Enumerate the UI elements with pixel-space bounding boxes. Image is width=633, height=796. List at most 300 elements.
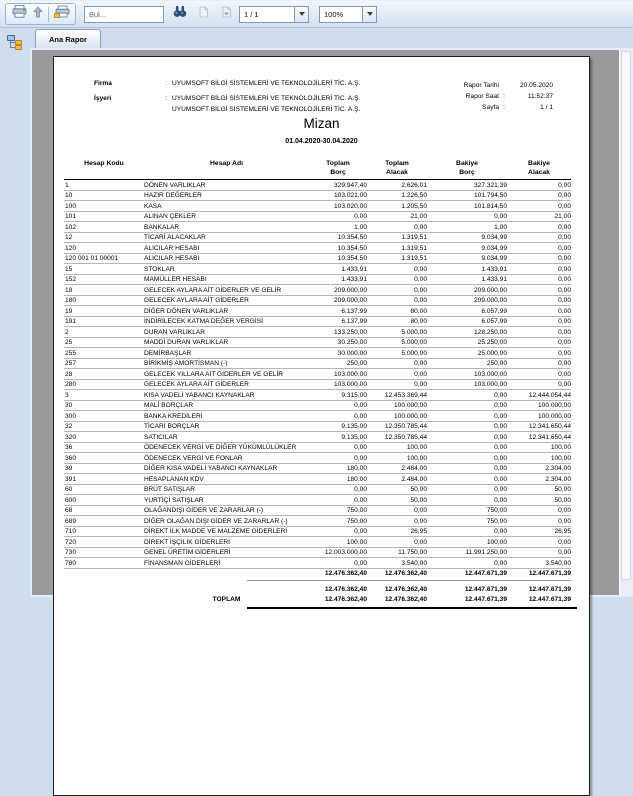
cell-hesap-adi: FİNANSMAN GİDERLERİ <box>144 559 221 567</box>
binoculars-icon <box>173 5 187 23</box>
cell-toplam-borc: 0,00 <box>354 454 367 462</box>
cell-bakiye-borc: 0,00 <box>494 444 507 451</box>
table-row <box>64 222 571 233</box>
sayfa-row: Sayfa : 1 / 1 <box>447 102 553 113</box>
cell-bakiye-alacak: 100,00 <box>550 454 571 462</box>
cell-hesap-adi: OLAĞANDIŞI GİDER VE ZARARLAR (-) <box>144 507 264 514</box>
cell-hesap-adi: GELECEK YILLARA AİT GİDERLER VE GELİR <box>144 370 284 378</box>
rapor-saat-value: 11:52:37 <box>527 93 553 100</box>
cell-toplam-borc: 10.354,50 <box>337 234 367 241</box>
cell-bakiye-alacak: 0,00 <box>558 181 571 189</box>
zoom-combo-dropdown-button[interactable] <box>363 6 377 23</box>
table-row <box>64 191 571 202</box>
cell-toplam-borc: 6.137,99 <box>341 318 367 325</box>
cell-toplam-alacak: 3.540,00 <box>401 559 427 567</box>
arrow-up-icon <box>33 5 43 23</box>
cell-hesap-adi: BİRİKMİŞ AMORTİSMAN (-) <box>144 360 228 367</box>
cell-toplam-borc: 0,00 <box>354 412 367 420</box>
chevron-down-icon <box>299 12 305 16</box>
report-title: Mizan <box>303 116 340 131</box>
cell-hesap-adi: İNDİRİLECEK KATMA DEĞER VERGİSİ <box>144 318 263 325</box>
cell-hesap-kodu: 191 <box>65 318 77 325</box>
rapor-tarihi-value: 20.05.2020 <box>519 82 553 89</box>
cell-hesap-kodu: 2 <box>65 328 69 336</box>
cell-bakiye-borc: 101.794,50 <box>473 192 507 199</box>
cell-toplam-borc: 9.315,00 <box>341 391 367 399</box>
table-row <box>64 369 571 380</box>
cell-toplam-borc: 103.020,00 <box>333 202 367 210</box>
cell-hesap-adi: GELECEK AYLARA AİT GİDERLER <box>144 381 249 388</box>
cell-bakiye-borc: 209.000,00 <box>473 286 507 294</box>
cell-bakiye-borc: 0,00 <box>494 496 507 504</box>
cell-bakiye-borc: 25.000,00 <box>477 349 507 357</box>
subtotal-row-2: 12.476.362,40 12.476.362,40 12.447.671,39 12.447.671,39 <box>324 585 571 593</box>
cell-bakiye-alacak: 0,00 <box>558 370 571 378</box>
cell-hesap-adi: GELECEK AYLARA AİT GİDERLER <box>144 297 249 304</box>
vertical-scrollbar[interactable] <box>619 50 632 595</box>
cell-hesap-kodu: 39 <box>65 465 73 472</box>
cell-bakiye-alacak: 0,00 <box>558 297 571 304</box>
cell-hesap-adi: ÖDENECEK VERGİ VE FONLAR <box>144 454 243 462</box>
cell-bakiye-alacak: 0,00 <box>558 307 571 315</box>
cell-toplam-alacak: 100,00 <box>406 454 427 462</box>
table-header-row <box>64 160 571 180</box>
cell-hesap-adi: ALINAN ÇEKLER <box>144 213 197 220</box>
cell-hesap-kodu: 36 <box>65 444 73 451</box>
cell-hesap-adi: MALİ BORÇLAR <box>144 402 194 409</box>
content-area <box>30 28 633 603</box>
cell-hesap-adi: DÖNEN VARLIKLAR <box>144 181 206 189</box>
prev-page-icon <box>198 5 209 23</box>
cell-hesap-kodu: 257 <box>65 360 77 367</box>
cell-bakiye-borc: 0,00 <box>494 423 507 430</box>
cell-bakiye-alacak: 0,00 <box>558 202 571 210</box>
cell-toplam-borc: 180,00 <box>346 465 367 472</box>
sayfa-value: 1 / 1 <box>540 104 553 111</box>
cell-hesap-kodu: 720 <box>65 538 77 546</box>
cell-toplam-borc: 0,00 <box>354 402 367 409</box>
cell-hesap-adi: TİCARİ BORÇLAR <box>144 423 200 430</box>
report-meta-block <box>447 80 553 113</box>
table-row <box>64 432 571 443</box>
cell-toplam-alacak: 0,00 <box>414 507 427 514</box>
page-combo-dropdown-button[interactable] <box>295 6 309 23</box>
cell-bakiye-borc: 0,00 <box>494 454 507 462</box>
page-combo <box>239 6 309 23</box>
cell-hesap-kodu: 320 <box>65 433 77 441</box>
cell-toplam-borc: 103.000,00 <box>333 381 367 388</box>
report-date-range: 01.04.2020-30.04.2020 <box>285 138 358 145</box>
cell-toplam-borc: 103.021,00 <box>333 192 367 199</box>
cell-hesap-adi: DİĞER OLAĞAN DIŞI GİDER VE ZARARLAR (-) <box>144 517 288 525</box>
cell-hesap-kodu: 12 <box>65 234 73 241</box>
cell-toplam-alacak: 12.350.785,44 <box>384 433 427 441</box>
printer-icon <box>12 5 27 23</box>
cell-hesap-kodu: 730 <box>65 549 77 556</box>
cell-bakiye-alacak: 0,00 <box>558 234 571 241</box>
cell-toplam-alacak: 0,00 <box>414 517 427 525</box>
cell-toplam-alacak: 1.319,51 <box>401 255 427 262</box>
table-row <box>64 411 571 422</box>
cell-toplam-borc: 0,00 <box>354 486 367 493</box>
cell-toplam-borc: 0,00 <box>354 559 367 567</box>
cell-bakiye-alacak: 0,00 <box>558 192 571 199</box>
cell-toplam-borc: 12.003.000,00 <box>324 549 367 556</box>
cell-bakiye-alacak: 2.304,00 <box>545 465 571 472</box>
zoom-combo-value[interactable]: 100% <box>319 6 363 23</box>
firma-row <box>94 78 472 89</box>
cell-toplam-alacak: 12.350.785,44 <box>384 423 427 430</box>
cell-hesap-kodu: 120 <box>65 244 77 252</box>
table-row <box>64 243 571 254</box>
table-row <box>64 443 571 454</box>
col-header-hesap-kodu: Hesap Kodu <box>84 160 124 167</box>
cell-toplam-alacak: 50,00 <box>410 496 427 504</box>
table-row <box>64 495 571 506</box>
next-page-button[interactable] <box>216 4 236 24</box>
cell-bakiye-alacak: 0,00 <box>558 244 571 252</box>
cell-hesap-kodu: 180 <box>65 297 77 304</box>
cell-bakiye-borc: 25.250,00 <box>477 339 507 346</box>
tab-strip <box>30 28 633 48</box>
cell-bakiye-alacak: 21,00 <box>554 213 571 220</box>
cell-bakiye-borc: 11.991.250,00 <box>465 549 507 556</box>
cell-toplam-alacak: 1.205,50 <box>401 202 427 210</box>
toolbar-separator <box>48 7 49 22</box>
col-header-toplam-alacak: Toplam Alacak <box>385 160 409 176</box>
cell-bakiye-borc: 0,00 <box>494 559 507 567</box>
cell-hesap-adi: DEMİRBAŞLAR <box>144 349 192 357</box>
cell-hesap-adi: KASA <box>144 202 162 210</box>
cell-toplam-borc: 103.000,00 <box>333 370 367 378</box>
table-row <box>64 327 571 338</box>
mizan-table <box>64 160 571 609</box>
cell-toplam-borc: 30.000,00 <box>337 349 367 357</box>
cell-bakiye-borc: 327.321,39 <box>473 181 507 189</box>
cell-hesap-kodu: 68 <box>65 507 73 514</box>
table-row <box>64 233 571 244</box>
cell-toplam-alacak: 0,00 <box>414 538 427 546</box>
cell-toplam-alacak: 12.453.369,44 <box>384 391 427 399</box>
cell-toplam-borc: 9.135,00 <box>341 433 367 441</box>
cell-hesap-kodu: 19 <box>65 307 73 315</box>
cell-toplam-alacak: 21,00 <box>410 213 427 220</box>
cell-bakiye-borc: 9.034,99 <box>481 244 507 252</box>
prev-page-button[interactable] <box>193 4 213 24</box>
cell-bakiye-alacak: 0,00 <box>558 223 571 231</box>
toolbar <box>0 0 633 28</box>
cell-toplam-borc: 0,00 <box>354 528 367 535</box>
cell-bakiye-borc: 9.034,99 <box>481 234 507 241</box>
table-row <box>64 317 571 328</box>
table-row <box>64 212 571 223</box>
cell-bakiye-alacak: 0,00 <box>558 517 571 525</box>
table-row <box>64 338 571 349</box>
cell-bakiye-borc: 750,00 <box>486 507 507 514</box>
cell-toplam-borc: 100,00 <box>346 538 367 546</box>
table-row <box>64 506 571 517</box>
cell-bakiye-alacak: 0,00 <box>558 265 571 273</box>
cell-hesap-kodu: 689 <box>65 517 77 525</box>
cell-hesap-kodu: 300 <box>65 412 77 420</box>
page-setup-button[interactable] <box>51 4 73 24</box>
cell-hesap-adi: GELECEK AYLARA AİT GİDERLER VE GELİR <box>144 286 282 294</box>
cell-bakiye-borc: 0,00 <box>494 412 507 420</box>
cell-hesap-kodu: 360 <box>65 454 77 462</box>
cell-toplam-alacak: 11.750,00 <box>398 549 427 556</box>
cell-toplam-alacak: 0,00 <box>414 286 427 294</box>
cell-bakiye-alacak: 12.341.650,44 <box>528 423 571 430</box>
table-row <box>64 359 571 370</box>
cell-toplam-alacak: 0,00 <box>414 360 427 367</box>
cell-bakiye-alacak: 12.444.054,44 <box>528 391 571 399</box>
tab-ana-rapor[interactable]: Ana Rapor <box>35 29 101 48</box>
cell-hesap-adi: BRÜT SATIŞLAR <box>144 486 196 493</box>
cell-hesap-kodu: 25 <box>65 339 73 346</box>
table-row <box>64 401 571 412</box>
cell-hesap-kodu: 10 <box>65 192 73 199</box>
cell-bakiye-alacak: 100,00 <box>550 444 571 451</box>
table-row <box>64 558 571 569</box>
cell-toplam-alacak: 50,00 <box>410 486 427 493</box>
cell-toplam-alacak: 1.226,50 <box>401 192 427 199</box>
cell-hesap-kodu: 255 <box>65 349 77 357</box>
export-button[interactable] <box>30 4 46 24</box>
cell-hesap-kodu: 780 <box>65 559 77 567</box>
cell-toplam-alacak: 1.319,51 <box>401 234 427 241</box>
cell-bakiye-alacak: 50,00 <box>554 486 571 493</box>
cell-toplam-borc: 9.135,00 <box>341 423 367 430</box>
find-input[interactable] <box>84 6 164 23</box>
cell-bakiye-borc: 0,00 <box>494 433 507 441</box>
cell-toplam-alacak: 80,00 <box>410 307 427 315</box>
cell-bakiye-borc: 0,00 <box>494 465 507 472</box>
cell-bakiye-alacak: 0,00 <box>558 507 571 514</box>
cell-toplam-alacak: 2.626,01 <box>401 181 427 189</box>
document-map-button[interactable] <box>3 31 27 53</box>
cell-hesap-kodu: 30 <box>65 402 73 409</box>
print-button[interactable] <box>8 4 30 24</box>
cell-hesap-kodu: 710 <box>65 528 77 535</box>
table-row <box>64 201 571 212</box>
table-row <box>64 380 571 391</box>
cell-toplam-borc: 0,00 <box>354 496 367 504</box>
cell-bakiye-alacak: 0,00 <box>558 318 571 325</box>
find-button[interactable] <box>170 4 190 24</box>
cell-bakiye-alacak: 0,00 <box>558 276 571 283</box>
isyeri-row <box>94 93 472 115</box>
cell-toplam-borc: 250,00 <box>346 360 367 367</box>
cell-toplam-alacak: 0,00 <box>414 265 427 273</box>
isyeri-label: İşyeri <box>94 95 112 102</box>
rapor-tarihi-label: Rapor Tarihi <box>463 82 499 89</box>
sayfa-label: Sayfa <box>482 104 499 111</box>
cell-bakiye-alacak: 2.304,00 <box>545 475 571 483</box>
rapor-saat-row: Rapor Saat : 11:52:37 <box>447 91 553 102</box>
cell-bakiye-alacak: 0,00 <box>558 538 571 546</box>
cell-hesap-kodu: 102 <box>65 223 77 231</box>
table-body <box>64 180 571 569</box>
cell-bakiye-borc: 1.433,91 <box>481 276 507 283</box>
cell-bakiye-alacak: 0,00 <box>558 360 571 367</box>
next-page-icon <box>221 5 232 23</box>
cell-bakiye-alacak: 0,00 <box>558 549 571 556</box>
cell-toplam-alacak: 5.000,00 <box>401 339 427 346</box>
cell-bakiye-alacak: 0,00 <box>558 349 571 357</box>
cell-bakiye-borc: 750,00 <box>486 517 507 525</box>
rapor-saat-label: Rapor Saat <box>465 93 499 100</box>
table-row <box>64 285 571 296</box>
cell-hesap-adi: DİĞER DÖNEN VARLIKLAR <box>144 307 229 315</box>
cell-hesap-adi: DİREKT İLK MADDE VE MALZEME GİDERLERİ <box>144 528 288 535</box>
cell-hesap-kodu: 152 <box>65 276 77 283</box>
cell-toplam-alacak: 5.000,00 <box>401 349 427 357</box>
chevron-down-icon <box>367 12 373 16</box>
cell-hesap-kodu: 1 <box>65 181 69 189</box>
cell-bakiye-alacak: 100.000,00 <box>537 402 571 409</box>
cell-bakiye-borc: 0,00 <box>494 213 507 220</box>
grand-total-row: TOPLAM 12.476.362,40 12.476.362,40 12.447.671,39 12.447.671,39 <box>64 595 571 606</box>
table-row <box>64 548 571 559</box>
cell-toplam-borc: 1,00 <box>354 223 367 231</box>
cell-hesap-adi: MAMÜLLER HESABI <box>144 276 207 283</box>
cell-hesap-adi: HAZIR DEĞERLER <box>144 192 202 199</box>
table-row <box>64 306 571 317</box>
cell-hesap-kodu: 32 <box>65 423 73 430</box>
cell-toplam-borc: 1.433,91 <box>341 265 367 273</box>
cell-toplam-alacak: 100,00 <box>406 444 427 451</box>
cell-toplam-alacak: 2.484,00 <box>401 465 427 472</box>
cell-toplam-alacak: 100.000,00 <box>393 402 427 409</box>
cell-hesap-kodu: 391 <box>65 475 77 483</box>
cell-hesap-kodu: 600 <box>65 496 77 504</box>
cell-toplam-alacak: 5.000,00 <box>401 328 427 336</box>
cell-bakiye-borc: 128.250,00 <box>473 328 507 336</box>
table-row <box>64 453 571 464</box>
firma-separator: : <box>165 80 167 87</box>
cell-bakiye-alacak: 0,00 <box>558 328 571 336</box>
table-row <box>64 390 571 401</box>
firma-label: Firma <box>94 80 112 87</box>
cell-hesap-kodu: 60 <box>65 486 73 493</box>
cell-bakiye-borc: 103.000,00 <box>473 370 507 378</box>
table-row <box>64 348 571 359</box>
isyeri-separator: : <box>165 95 167 102</box>
cell-hesap-adi: BANKA KREDİLERİ <box>144 412 203 420</box>
table-row <box>64 537 571 548</box>
cell-toplam-borc: 209.000,00 <box>333 297 367 304</box>
grand-total-label: TOPLAM <box>212 596 241 603</box>
cell-hesap-adi: ALICILAR HESABI <box>144 244 200 252</box>
cell-hesap-kodu: 3 <box>65 391 69 399</box>
cell-bakiye-alacak: 0,00 <box>558 339 571 346</box>
cell-hesap-kodu: 101 <box>65 213 77 220</box>
cell-bakiye-alacak: 3.540,00 <box>545 559 571 567</box>
cell-toplam-borc: 209.000,00 <box>333 286 367 294</box>
cell-hesap-adi: ÖDENECEK VERGİ VE DİĞER YÜKÜMLÜLÜKLER <box>144 444 297 451</box>
firma-value: UYUMSOFT BİLGİ SİSTEMLERİ VE TEKNOLOJİLERİ TİC. A.Ş. <box>172 80 361 87</box>
col-header-hesap-adi: Hesap Adı <box>210 160 243 167</box>
cell-hesap-kodu: 100 <box>65 202 77 210</box>
cell-bakiye-borc: 6.057,99 <box>481 307 507 315</box>
cell-bakiye-borc: 9.034,99 <box>481 255 507 262</box>
main-area <box>0 28 633 603</box>
table-row <box>64 296 571 307</box>
cell-toplam-alacak: 26,95 <box>410 528 427 535</box>
cell-bakiye-alacak: 0,00 <box>558 381 571 388</box>
isyeri-value-line1: UYUMSOFT BİLGİ SİSTEMLERİ VE TEKNOLOJİLERİ TİC. A.Ş. <box>172 95 361 102</box>
cell-bakiye-alacak: 100.000,00 <box>537 412 571 420</box>
isyeri-value-line2: UYUMSOFT BİLGİ SİSTEMLERİ VE TEKNOLOJİLERİ TİC. A.Ş. <box>172 106 361 113</box>
cell-toplam-borc: 10.354,50 <box>337 244 367 252</box>
cell-hesap-adi: GENEL ÜRETİM GİDERLERİ <box>144 549 231 556</box>
col-header-bakiye-alacak: Bakiye Alacak <box>528 160 550 176</box>
grand-total-underline <box>247 607 577 609</box>
cell-hesap-adi: SATICILAR <box>144 433 178 441</box>
page-setup-icon <box>54 5 70 23</box>
cell-hesap-kodu: 28 <box>65 370 73 378</box>
cell-bakiye-borc: 0,00 <box>494 402 507 409</box>
scrollbar-thumb[interactable] <box>621 51 631 580</box>
cell-hesap-adi: STOKLAR <box>144 265 175 273</box>
cell-hesap-kodu: 280 <box>65 381 77 388</box>
cell-toplam-borc: 0,00 <box>354 444 367 451</box>
cell-toplam-alacak: 0,00 <box>414 370 427 378</box>
cell-toplam-alacak: 0,00 <box>414 297 427 304</box>
cell-toplam-alacak: 0,00 <box>414 381 427 388</box>
cell-bakiye-borc: 103.000,00 <box>473 381 507 388</box>
cell-toplam-borc: 750,00 <box>346 507 367 514</box>
report-viewport[interactable] <box>30 48 633 603</box>
cell-toplam-borc: 10.354,50 <box>337 255 367 262</box>
cell-bakiye-borc: 0,00 <box>494 486 507 493</box>
cell-toplam-borc: 30.250,00 <box>337 339 367 346</box>
subtotal-row-1: 12.476.362,40 12.476.362,40 12.447.671,39 12.447.671,39 <box>324 570 571 577</box>
cell-hesap-adi: BANKALAR <box>144 223 180 231</box>
isyeri-value <box>172 93 472 115</box>
cell-bakiye-borc: 0,00 <box>494 528 507 535</box>
cell-hesap-adi: DİREKT İŞÇİLİK GİDERLERİ <box>144 538 230 546</box>
table-row <box>64 474 571 485</box>
cell-toplam-alacak: 80,00 <box>410 318 427 325</box>
zoom-combo <box>319 6 377 23</box>
print-button-group <box>5 3 76 25</box>
cell-bakiye-borc: 0,00 <box>494 475 507 483</box>
cell-toplam-alacak: 1.319,51 <box>401 244 427 252</box>
cell-hesap-adi: ALICILAR HESABI <box>144 255 200 262</box>
cell-toplam-borc: 1.433,91 <box>341 276 367 283</box>
cell-bakiye-borc: 250,00 <box>486 360 507 367</box>
table-row <box>64 422 571 433</box>
table-row <box>64 254 571 265</box>
cell-bakiye-alacak: 26,95 <box>554 528 571 535</box>
table-row <box>64 464 571 475</box>
cell-toplam-borc: 0,00 <box>354 213 367 220</box>
cell-bakiye-borc: 101.814,50 <box>473 202 507 210</box>
cell-hesap-kodu: 15 <box>65 265 73 273</box>
cell-bakiye-borc: 1.433,91 <box>481 265 507 273</box>
left-rail <box>0 28 30 597</box>
cell-hesap-adi: DİĞER KISA VADELİ YABANCI KAYNAKLAR <box>144 465 278 472</box>
cell-toplam-borc: 6.137,99 <box>341 307 367 315</box>
page-combo-value[interactable]: 1 / 1 <box>239 6 295 23</box>
cell-toplam-borc: 329.947,40 <box>333 181 367 189</box>
cell-bakiye-borc: 209.000,00 <box>473 297 507 304</box>
cell-hesap-kodu: 120 001 01 00001 <box>65 255 119 262</box>
cell-bakiye-alacak: 0,00 <box>558 255 571 262</box>
cell-toplam-alacak: 2.484,00 <box>401 475 427 483</box>
cell-bakiye-alacak: 0,00 <box>558 286 571 294</box>
